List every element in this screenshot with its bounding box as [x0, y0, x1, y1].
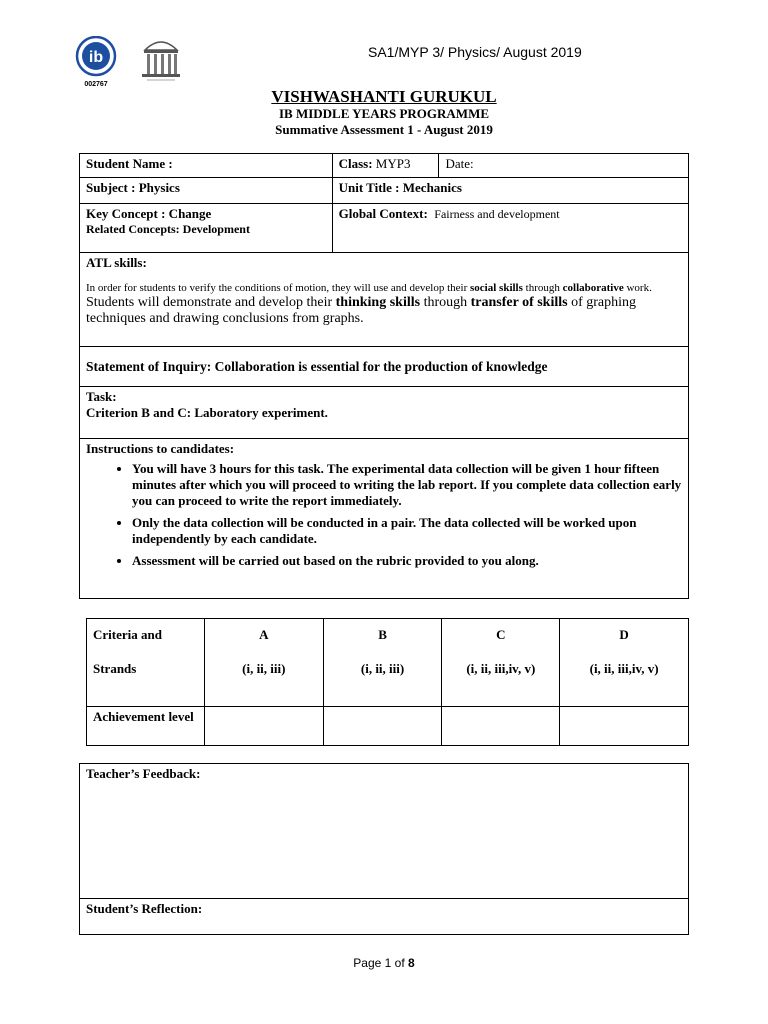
school-logo — [137, 32, 185, 84]
statement-of-inquiry-cell — [80, 347, 689, 387]
assessment-title: Summative Assessment 1 - August 2019 — [275, 122, 493, 137]
unit-title-value: Mechanics — [402, 180, 462, 195]
student-reflection-label: Student’s Reflection: — [86, 901, 203, 916]
key-concept: Key Concept : Change — [86, 206, 212, 221]
criteria-table — [86, 618, 689, 746]
unit-title-cell — [332, 178, 688, 204]
student-name-label: Student Name : — [86, 156, 173, 171]
criterion-c-cell — [442, 619, 560, 707]
instructions-cell — [80, 439, 689, 599]
date-cell[interactable] — [439, 154, 689, 178]
global-context-label: Global Context: — [338, 206, 428, 221]
achievement-level-label: Achievement level — [87, 707, 205, 746]
school-name: VISHWASHANTI GURUKUL — [271, 87, 497, 106]
class-label: Class: — [338, 156, 373, 171]
criterion-strands: (i, ii, iii,iv, v) — [466, 661, 536, 676]
task-cell — [80, 387, 689, 439]
criterion-letter: C — [496, 627, 506, 642]
related-concepts: Related Concepts: Development — [86, 222, 250, 236]
document-code: SA1/MYP 3/ Physics/ August 2019 — [368, 44, 582, 60]
class-value: MYP3 — [375, 156, 411, 171]
instructions-list — [86, 461, 682, 569]
statement-of-inquiry: Statement of Inquiry: Collaboration is essential for the production of knowledge — [86, 358, 548, 374]
task-label: Task: — [86, 389, 117, 404]
criteria-header-line2: Strands — [93, 661, 137, 676]
ib-logo-text: ib — [88, 49, 104, 66]
criterion-a-cell — [204, 619, 323, 707]
achievement-d-cell[interactable] — [560, 707, 689, 746]
criterion-strands: (i, ii, iii) — [360, 661, 405, 676]
achievement-a-cell[interactable] — [204, 707, 323, 746]
atl-thinking-skills-text: Students will demonstrate and develop their thinking skills through transfer of skills of graphing techniques and drawing conclusions from graphs. — [86, 295, 637, 326]
criterion-d-cell — [560, 619, 689, 707]
student-name-cell[interactable] — [80, 154, 333, 178]
ib-logo — [73, 36, 119, 88]
date-label: Date: — [445, 156, 474, 171]
subject-label: Subject : — [86, 180, 136, 195]
feedback-table — [79, 763, 689, 935]
unit-title-label: Unit Title : — [338, 180, 400, 195]
instruction-item: • Only the data collection will be conducted in a pair. The data collected will be worked upon independently by each candidate. — [132, 515, 682, 547]
atl-skills-cell — [80, 253, 689, 347]
assessment-info-table — [79, 153, 689, 599]
criterion-strands: (i, ii, iii,iv, v) — [589, 661, 659, 676]
student-reflection-cell[interactable] — [80, 899, 689, 935]
criterion-strands: (i, ii, iii) — [242, 661, 286, 676]
instruction-item: • You will have 3 hours for this task. The experimental data collection will be given 1 hour fifteen minutes after which you will proceed to writing the lab report. If you complete data collection early you can proceed to write the report immediately. — [132, 461, 682, 509]
instructions-label: Instructions to candidates: — [86, 441, 235, 456]
global-context-value: Fairness and development — [434, 207, 560, 221]
class-cell — [332, 154, 439, 178]
criterion-letter: D — [619, 627, 629, 642]
criteria-header-line1: Criteria and — [93, 627, 162, 642]
concepts-cell — [80, 204, 333, 253]
subject-value: Physics — [138, 180, 180, 195]
ib-school-number: 002767 — [84, 81, 108, 88]
achievement-b-cell[interactable] — [323, 707, 442, 746]
instruction-item: • Assessment will be carried out based on the rubric provided to you along. — [132, 553, 682, 569]
programme-name: IB MIDDLE YEARS PROGRAMME — [278, 106, 490, 121]
subject-cell — [80, 178, 333, 204]
criterion-letter: B — [378, 627, 387, 642]
atl-skills-label: ATL skills: — [86, 255, 147, 270]
global-context-cell — [332, 204, 688, 253]
teacher-feedback-label: Teacher’s Feedback: — [86, 766, 201, 781]
criterion-letter: A — [259, 627, 269, 642]
page-number: Page 1 of 8 — [353, 956, 415, 970]
achievement-c-cell[interactable] — [442, 707, 560, 746]
criteria-header-cell — [87, 619, 205, 707]
task-value: Criterion B and C: Laboratory experiment. — [86, 405, 328, 420]
criterion-b-cell — [323, 619, 442, 707]
atl-social-skills-text: In order for students to verify the conditions of motion, they will use and develop their social skills through collaborative work. — [86, 282, 652, 294]
teacher-feedback-cell[interactable] — [80, 764, 689, 899]
